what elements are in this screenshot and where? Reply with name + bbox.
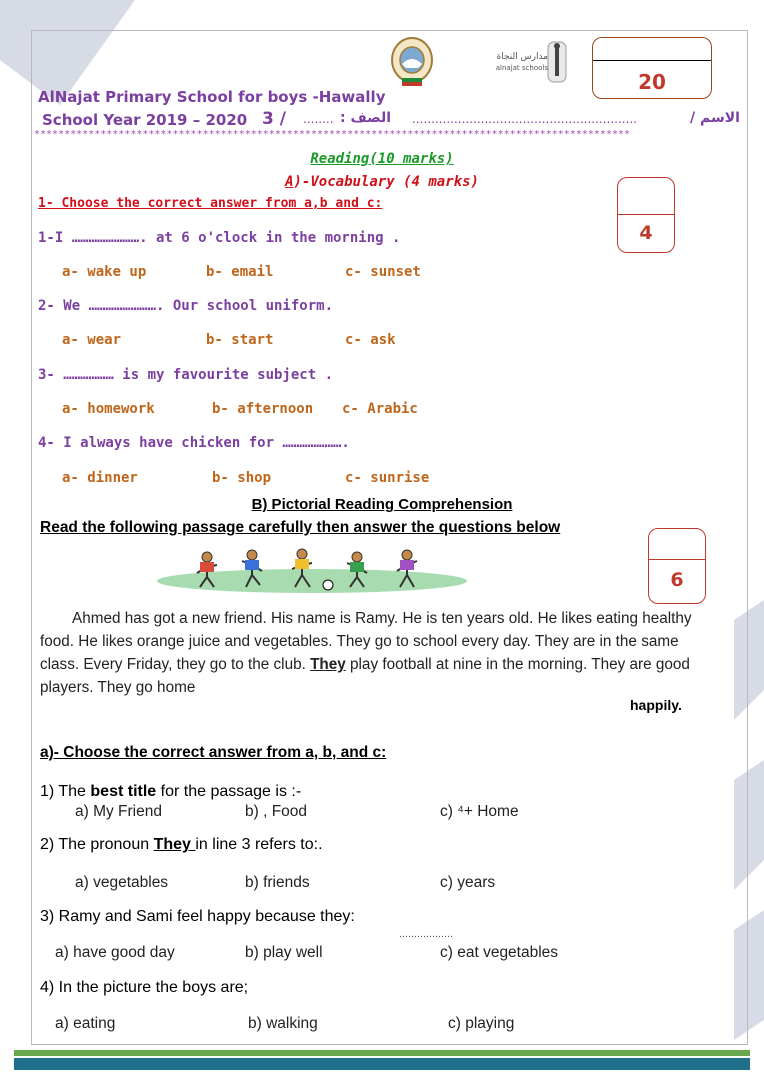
option-c[interactable]: c) eat vegetables — [440, 944, 559, 961]
vocab-option-c[interactable]: c- sunset — [345, 264, 421, 280]
reading-score-box — [648, 528, 706, 604]
question-text: 2) The pronoun — [40, 836, 154, 853]
option-c[interactable]: c) playing — [448, 1015, 515, 1032]
vocab-score: 4 — [639, 222, 653, 244]
option-a[interactable]: a) eating — [55, 1015, 116, 1032]
section-title: Reading(10 marks) — [310, 151, 454, 167]
passage-part-1: Ahmed has got a new friend. His name is Ramy. He is ten years old. He likes eating healthy food. He likes orange juice and vegetables. They go to school every day. They are in the same class. Every Friday, they go to the club. — [40, 610, 692, 673]
vocab-option-a[interactable]: a- homework — [62, 401, 155, 417]
logo-text-ar: مدارس النجاة — [496, 52, 548, 62]
question-text: 3) Ramy and Sami feel happy because they: — [40, 908, 355, 925]
total-score-box — [592, 37, 712, 99]
star-divider: *************************************************************************************************** — [34, 129, 631, 140]
school-year: School Year 2019 – 2020 — [42, 111, 248, 129]
reading-score: 6 — [670, 569, 684, 591]
option-c[interactable]: c) years — [440, 874, 496, 891]
school-name: AlNajat Primary School for boys -Hawally — [38, 88, 386, 106]
passage-they: They — [310, 656, 346, 673]
vocab-instruction: 1- Choose the correct answer from a,b and c: — [38, 196, 383, 211]
vocab-option-c[interactable]: c- sunrise — [345, 470, 430, 486]
vocab-option-a[interactable]: a- wake up — [62, 264, 147, 280]
question-text: 4) In the picture the boys are; — [40, 979, 249, 996]
vocab-option-a[interactable]: a- dinner — [62, 470, 138, 486]
reading-instruction: Read the following passage carefully then answer the questions below — [40, 519, 561, 536]
school-logo — [492, 40, 572, 86]
question-3-dots: ……………… — [399, 930, 453, 940]
option-b[interactable]: b) walking — [248, 1015, 318, 1032]
question-4 — [40, 979, 248, 997]
grade-dots: ........ — [303, 112, 334, 126]
kuwait-emblem-icon — [388, 34, 436, 90]
vocab-option-b[interactable]: b- email — [206, 264, 274, 280]
question-1 — [40, 783, 301, 801]
question-bold: They — [153, 836, 196, 853]
vocab-score-box — [617, 177, 675, 253]
option-b[interactable]: b) play well — [245, 944, 323, 961]
questions-title: a)- Choose the correct answer from a, b, and c: — [40, 744, 387, 761]
option-a[interactable]: a) My Friend — [75, 803, 162, 820]
question-text: in line 3 refers to:. — [195, 836, 323, 853]
vocab-question: 4- I always have chicken for …………………. — [38, 435, 350, 451]
question-3 — [40, 908, 355, 926]
vocab-subtitle-prefix: A — [285, 174, 294, 190]
grade-value: 3 / — [262, 109, 286, 129]
name-dots: ........................................................... — [412, 112, 638, 126]
total-score: 20 — [638, 70, 666, 94]
vocab-option-c[interactable]: c- Arabic — [342, 401, 418, 417]
option-b[interactable]: b) , Food — [245, 803, 308, 820]
school-logo-icon — [492, 40, 572, 86]
vocab-option-b[interactable]: b- afternoon — [212, 401, 314, 417]
class-label: الصف : — [340, 110, 391, 126]
passage-part-2: play football at nine in the morning. They are good players. They go home — [40, 656, 690, 696]
option-a[interactable]: a) vegetables — [75, 874, 169, 891]
vocab-subtitle-rest: )-Vocabulary (4 marks) — [293, 174, 479, 190]
vocab-option-a[interactable]: a- wear — [62, 332, 122, 348]
vocab-question: 3- ……………… is my favourite subject . — [38, 367, 334, 383]
vocab-question: 2- We ……………………. Our school uniform. — [38, 298, 334, 314]
question-2 — [40, 836, 323, 854]
vocab-question: 1-I ……………………. at 6 o'clock in the morning . — [38, 230, 401, 246]
score-line — [593, 60, 711, 61]
option-a[interactable]: a) have good day — [55, 944, 175, 961]
name-label: الاسم / — [690, 110, 740, 126]
reading-score-line — [649, 559, 705, 560]
logo-text-en: alnajat schools — [495, 64, 548, 72]
question-text: 1) The — [40, 783, 91, 800]
footer-bar-green — [14, 1050, 750, 1056]
vocab-option-b[interactable]: b- shop — [212, 470, 272, 486]
question-bold: best title — [90, 783, 157, 800]
footer-bar-blue — [14, 1058, 750, 1070]
vocab-score-line — [618, 214, 674, 215]
reading-passage — [40, 607, 715, 699]
passage-end: happily. — [630, 697, 682, 713]
option-b[interactable]: b) friends — [245, 874, 310, 891]
boys-playing-football-image — [152, 545, 472, 595]
option-c[interactable]: c) ⁴+ Home — [440, 803, 519, 820]
vocab-option-c[interactable]: c- ask — [345, 332, 396, 348]
question-text: for the passage is :- — [156, 783, 302, 800]
vocab-option-b[interactable]: b- start — [206, 332, 274, 348]
reading-title: B) Pictorial Reading Comprehension — [251, 496, 513, 513]
